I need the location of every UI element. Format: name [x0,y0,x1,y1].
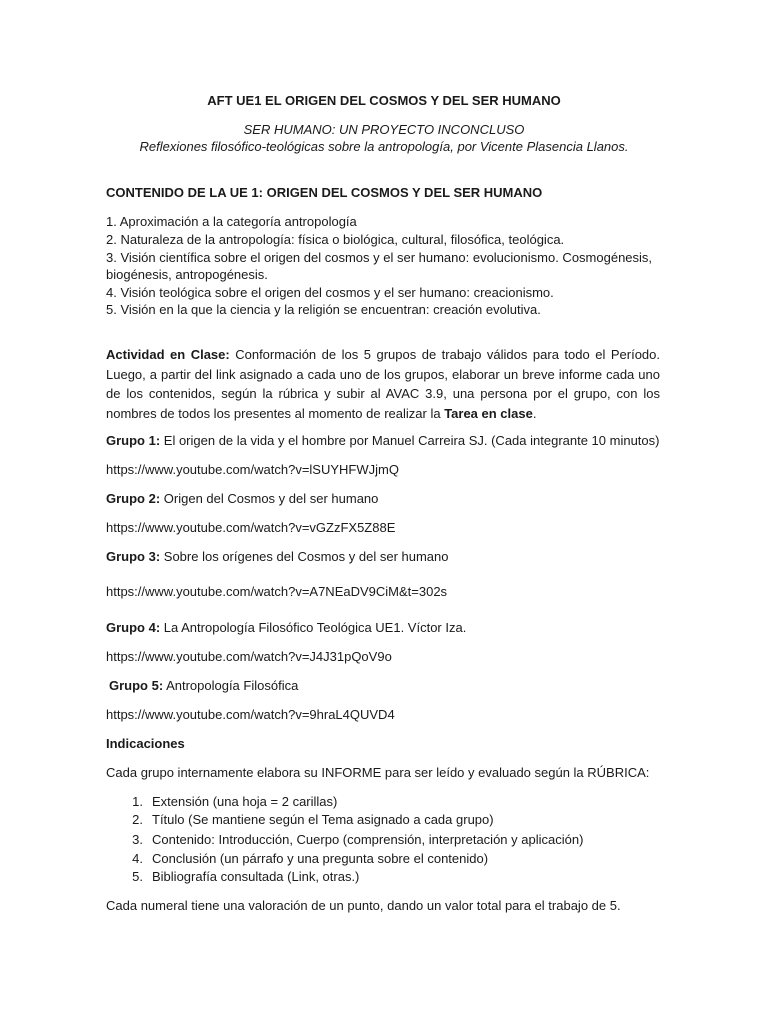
group-label: Grupo 5: [109,678,164,693]
rubric-item: Bibliografía consultada (Link, otras.) [152,869,360,884]
rubric-number: 2. [132,812,143,827]
group-2-line [106,490,378,507]
rubric-number: 1. [132,794,143,809]
group-1-line [106,432,659,449]
group-4-line [106,619,466,636]
rubric-number: 4. [132,851,143,866]
rubric-item: Título (Se mantiene según el Tema asignado a cada grupo) [152,812,494,827]
rubric-number: 3. [132,832,143,847]
group-4-link[interactable]: https://www.youtube.com/watch?v=J4J31pQoV9o [106,649,392,664]
contents-item: 4. Visión teológica sobre el origen del cosmos y el ser humano: creacionismo. [106,285,554,300]
group-3-link[interactable]: https://www.youtube.com/watch?v=A7NEaDV9CiM&t=302s [106,584,448,599]
indicaciones-intro: Cada grupo internamente elabora su INFORME para ser leído y evaluado según la RÚBRICA: [106,765,650,780]
group-topic: El origen de la vida y el hombre por Manuel Carreira SJ. (Cada integrante 10 minutos) [160,433,660,448]
document-subtitle: SER HUMANO: UN PROYECTO INCONCLUSO [243,122,525,137]
contents-item: biogénesis, antropogénesis. [106,267,268,282]
group-topic: Antropología Filosófica [163,678,299,693]
group-3-line [106,548,449,565]
group-label: Grupo 2: [106,491,161,506]
group-5-link[interactable]: https://www.youtube.com/watch?v=9hraL4QUVD4 [106,707,395,722]
activity-text: Conformación de los 5 grupos de trabajo válidos para todo el Período. Luego, a partir del link asignado a cada uno de los grupos, elaborar un breve informe cada uno de los contenidos, según la rúbrica y subir al AVAC 3.9, una persona por el grupo, con los nombres de todos los presentes al momento de realizar la [106,347,660,421]
document-title: AFT UE1 EL ORIGEN DEL COSMOS Y DEL SER HUMANO [207,93,561,108]
document-subtitle-author: Reflexiones filosófico-teológicas sobre la antropología, por Vicente Plasencia Llanos. [139,139,629,154]
group-5-line [109,677,298,694]
contents-item: 3. Visión científica sobre el origen del cosmos y el ser humano: evolucionismo. Cosmogénesis, [106,250,653,265]
group-2-link[interactable]: https://www.youtube.com/watch?v=vGZzFX5Z88E [106,520,396,535]
content-heading: CONTENIDO DE LA UE 1: ORIGEN DEL COSMOS Y DEL SER HUMANO [106,185,543,200]
rubric-number: 5. [132,869,143,884]
indicaciones-heading: Indicaciones [106,736,185,751]
contents-item: 5. Visión en la que la ciencia y la religión se encuentran: creación evolutiva. [106,302,541,317]
group-label: Grupo 3: [106,549,161,564]
contents-item: 2. Naturaleza de la antropología: física o biológica, cultural, filosófica, teológica. [106,232,565,247]
rubric-item: Conclusión (un párrafo y una pregunta sobre el contenido) [152,851,489,866]
closing-note: Cada numeral tiene una valoración de un punto, dando un valor total para el trabajo de 5. [106,898,621,913]
rubric-item: Contenido: Introducción, Cuerpo (comprensión, interpretación y aplicación) [152,832,584,847]
group-topic: La Antropología Filosófico Teológica UE1. Víctor Iza. [160,620,467,635]
group-label: Grupo 4: [106,620,161,635]
contents-item: 1. Aproximación a la categoría antropología [106,214,357,229]
group-1-link[interactable]: https://www.youtube.com/watch?v=lSUYHFWJjmQ [106,462,399,477]
activity-end: . [532,405,537,421]
group-label: Grupo 1: [106,433,161,448]
group-topic: Origen del Cosmos y del ser humano [160,491,379,506]
activity-task: Tarea en clase [444,405,533,421]
group-topic: Sobre los orígenes del Cosmos y del ser humano [160,549,449,564]
activity-paragraph [106,345,660,423]
rubric-item: Extensión (una hoja = 2 carillas) [152,794,338,809]
activity-label: Actividad en Clase: [106,347,230,362]
